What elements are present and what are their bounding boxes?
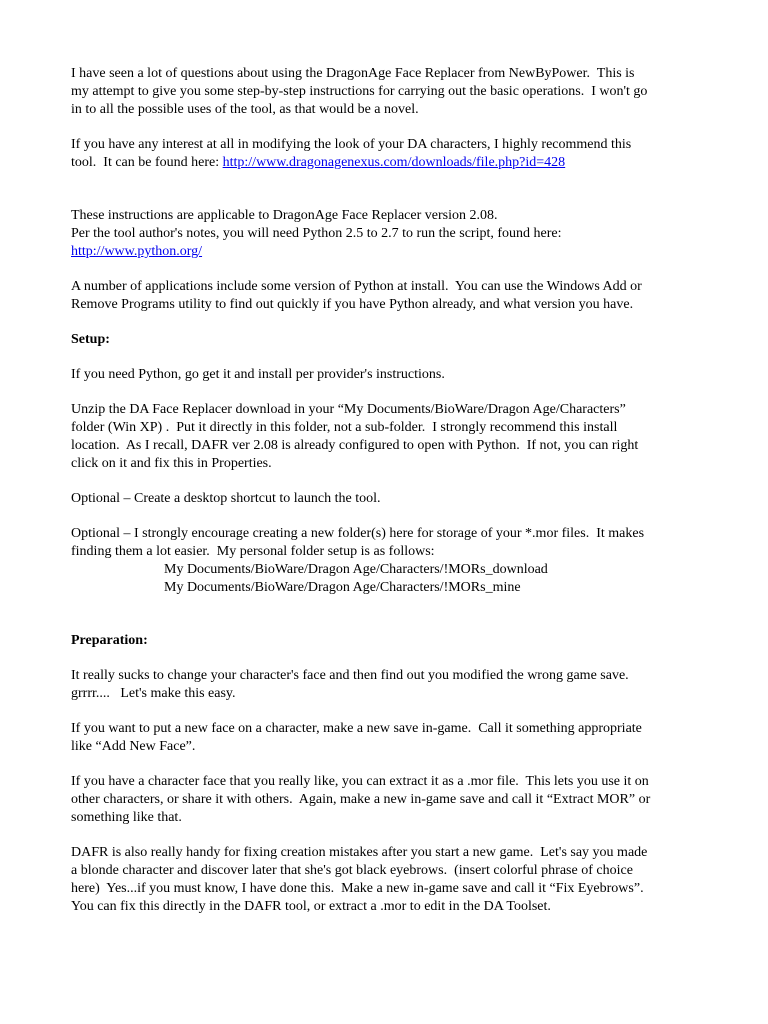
text-line: grrrr.... Let's make this easy. [71, 686, 236, 701]
text-line: If you want to put a new face on a character, make a new save in-game. Call it something appropriate [71, 721, 642, 736]
new-face-paragraph [71, 720, 711, 756]
folder-path: My Documents/BioWare/Dragon Age/Characters/!MORs_mine [164, 580, 521, 595]
spacer [71, 189, 711, 207]
document-page [71, 65, 711, 933]
optional-folders-paragraph [71, 525, 711, 597]
text-line: here) Yes...if you must know, I have done this. Make a new in-game save and call it “Fix Eyebrows”. [71, 881, 644, 896]
text-line [71, 243, 711, 261]
text-line: If you need Python, go get it and install per provider's instructions. [71, 367, 445, 382]
text-line: a blonde character and discover later that she's got black eyebrows. (insert colorful phrase of choice [71, 863, 633, 878]
text-line: folder (Win XP) . Put it directly in this folder, not a sub-folder. I strongly recommend this install [71, 420, 618, 435]
text-line: It really sucks to change your character's face and then find out you modified the wrong game save. [71, 668, 629, 683]
interest-paragraph [71, 136, 711, 172]
text-line: Optional – Create a desktop shortcut to launch the tool. [71, 491, 381, 506]
text-line: my attempt to give you some step-by-step instructions for carrying out the basic operations. I won't go [71, 84, 648, 99]
text-line: If you have any interest at all in modifying the look of your DA characters, I highly recommend this [71, 137, 632, 152]
text-line: You can fix this directly in the DAFR tool, or extract a .mor to edit in the DA Toolset. [71, 899, 551, 914]
extract-paragraph [71, 773, 711, 827]
dafr-paragraph [71, 844, 711, 916]
optional-shortcut-paragraph [71, 490, 711, 508]
text-line: finding them a lot easier. My personal folder setup is as follows: [71, 544, 435, 559]
text-line: other characters, or share it with others. Again, make a new in-game save and call it “Extract MOR” or [71, 792, 651, 807]
text-line: These instructions are applicable to DragonAge Face Replacer version 2.08. [71, 208, 498, 223]
text-line: like “Add New Face”. [71, 739, 196, 754]
text-fragment: tool. It can be found here: [71, 155, 223, 170]
text-line: in to all the possible uses of the tool, as that would be a novel. [71, 102, 419, 117]
unzip-paragraph [71, 401, 711, 473]
apps-paragraph [71, 278, 711, 314]
text-line [71, 154, 711, 172]
text-line: something like that. [71, 810, 182, 825]
text-line: I have seen a lot of questions about using the DragonAge Face Replacer from NewByPower. This is [71, 66, 635, 81]
preparation-heading: Preparation: [71, 633, 148, 648]
folder-path: My Documents/BioWare/Dragon Age/Characters/!MORs_download [164, 562, 548, 577]
dafr-download-link[interactable]: http://www.dragonagenexus.com/downloads/file.php?id=428 [222, 155, 566, 170]
text-line: click on it and fix this in Properties. [71, 456, 272, 471]
spacer [71, 614, 711, 632]
text-line: Remove Programs utility to find out quickly if you have Python already, and what version you have. [71, 297, 634, 312]
version-paragraph [71, 207, 711, 261]
text-line: location. As I recall, DAFR ver 2.08 is already configured to open with Python. If not, you can right [71, 438, 639, 453]
sucks-paragraph [71, 667, 711, 703]
text-line: Per the tool author's notes, you will need Python 2.5 to 2.7 to run the script, found here: [71, 226, 562, 241]
setup-heading: Setup: [71, 332, 110, 347]
setup-python-paragraph [71, 366, 711, 384]
intro-paragraph [71, 65, 711, 119]
text-line: A number of applications include some version of Python at install. You can use the Windows Add or [71, 279, 642, 294]
text-line: If you have a character face that you really like, you can extract it as a .mor file. This lets you use it on [71, 774, 649, 789]
text-line: DAFR is also really handy for fixing creation mistakes after you start a new game. Let's say you made [71, 845, 648, 860]
text-line: Optional – I strongly encourage creating a new folder(s) here for storage of your *.mor files. It makes [71, 526, 645, 541]
python-link[interactable]: http://www.python.org/ [71, 244, 203, 259]
text-line: Unzip the DA Face Replacer download in your “My Documents/BioWare/Dragon Age/Characters” [71, 402, 626, 417]
